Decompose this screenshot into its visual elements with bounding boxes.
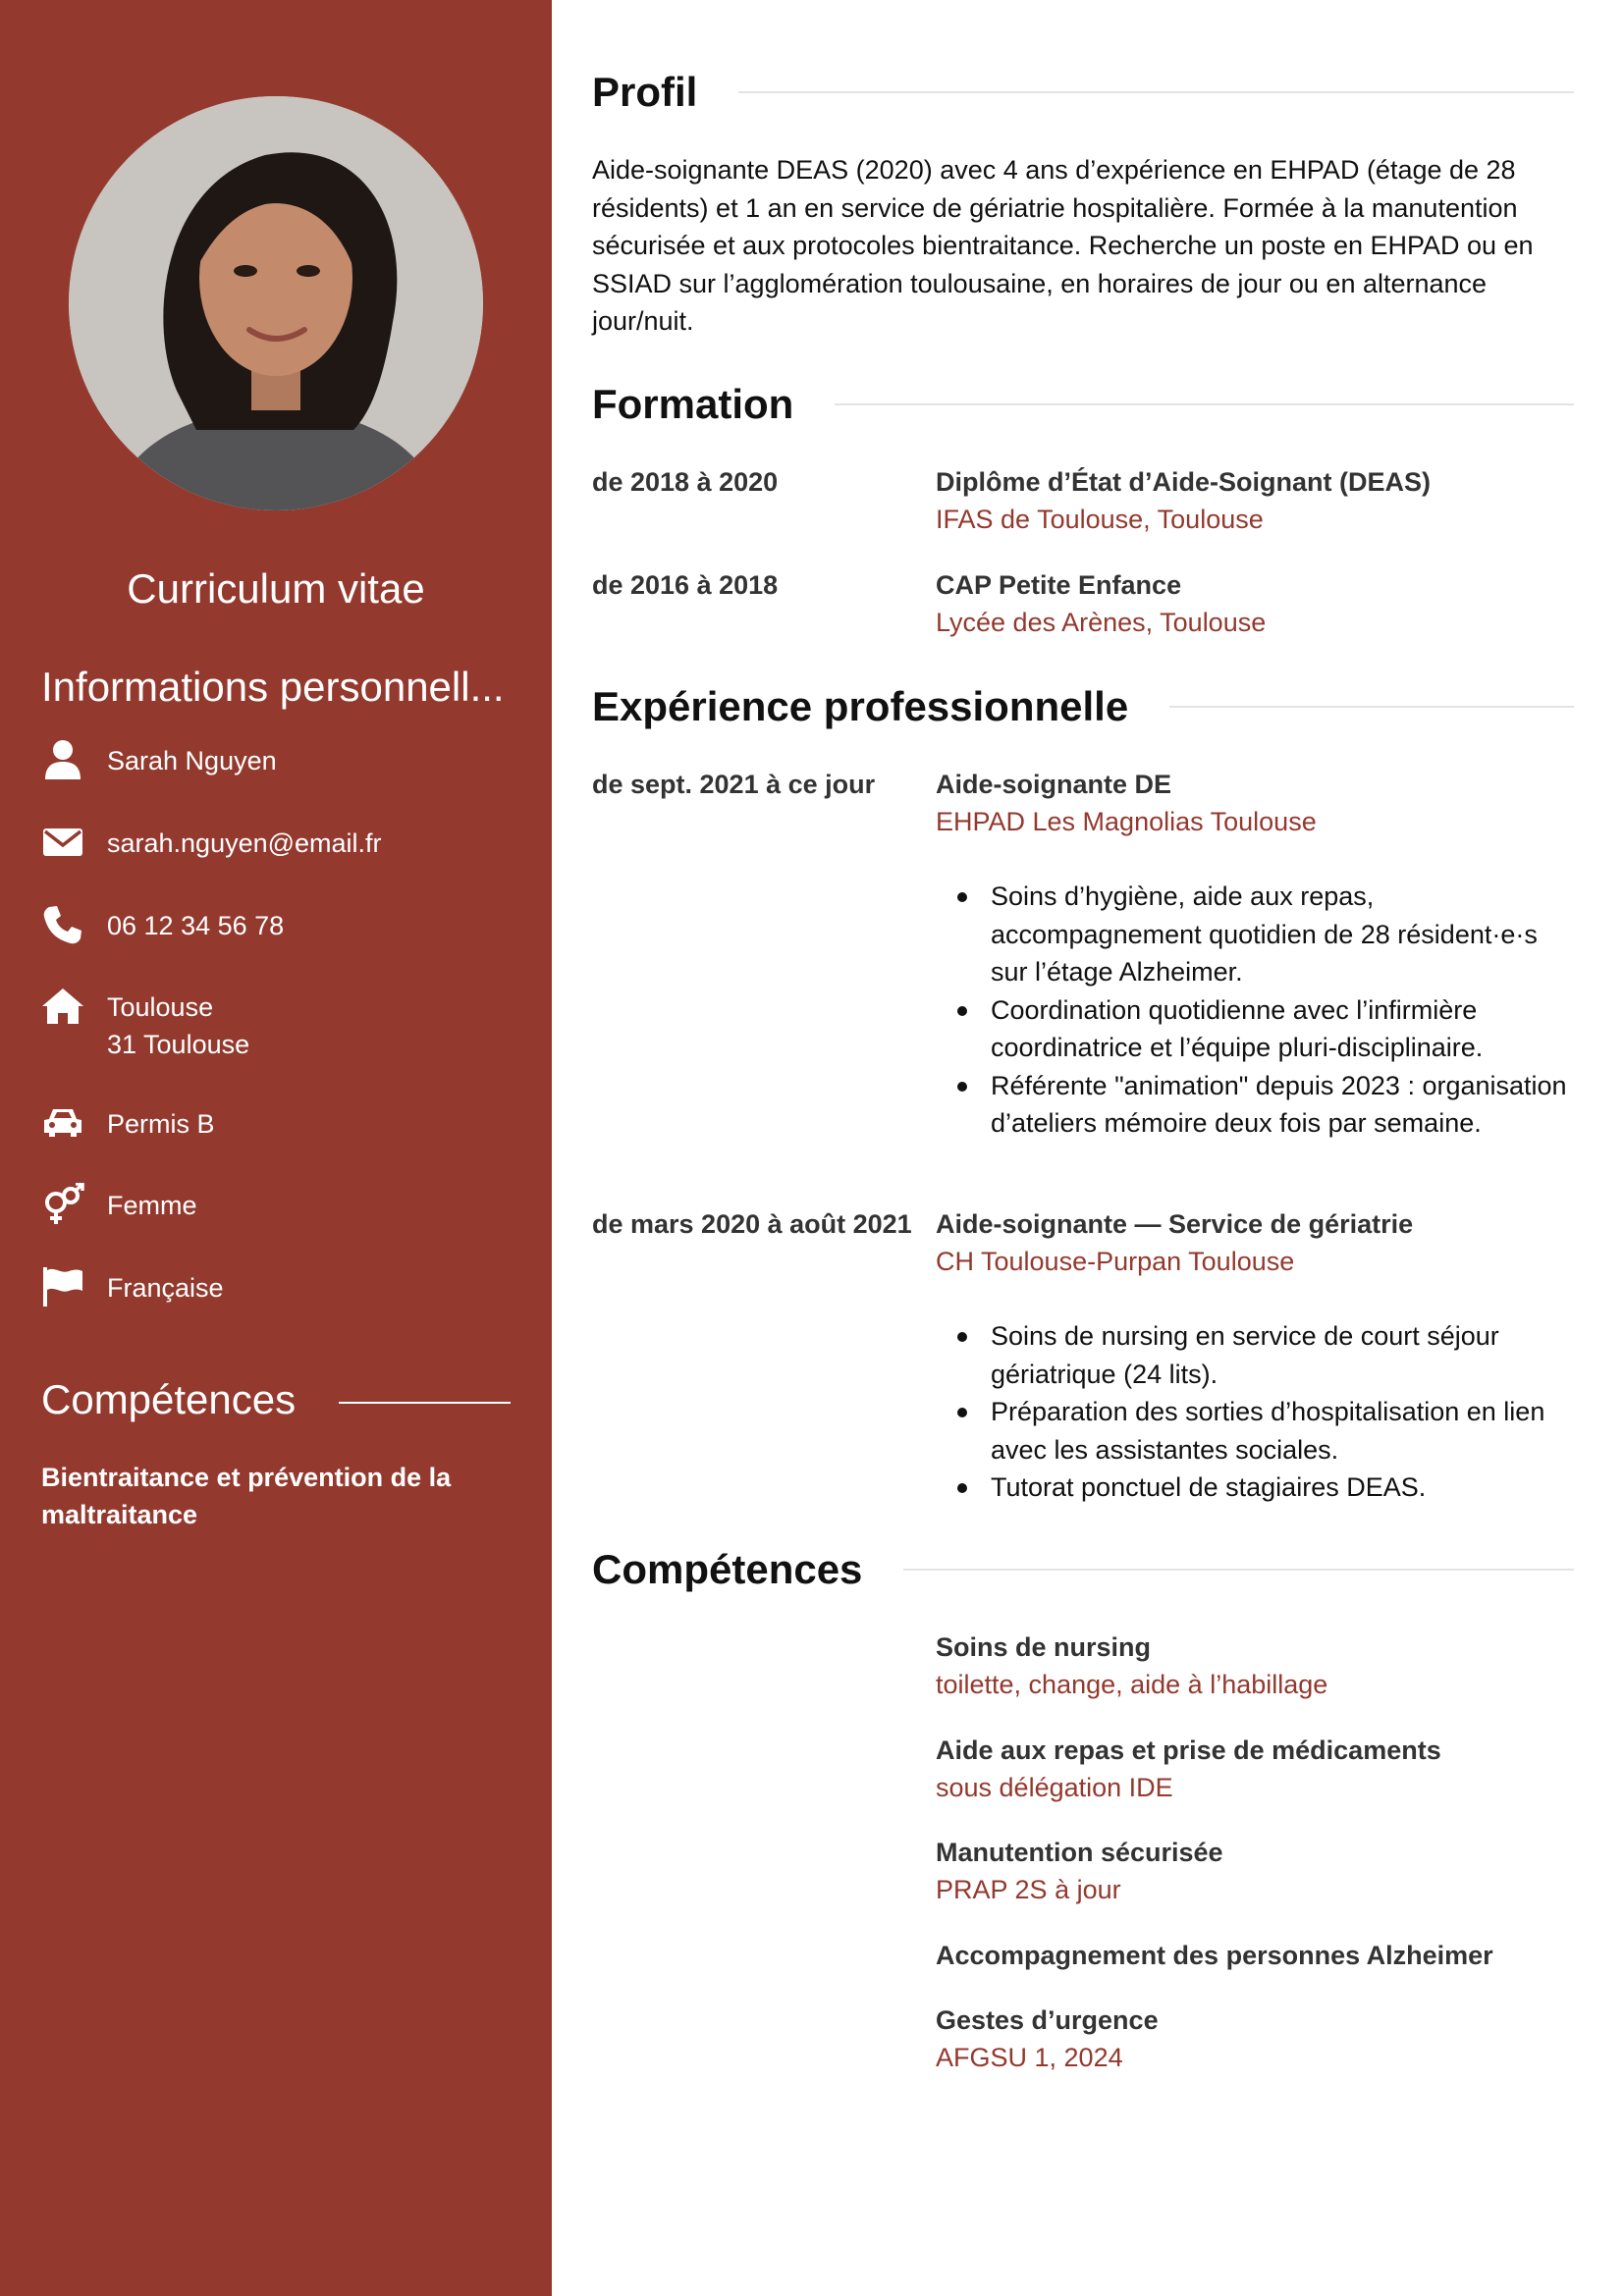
experience-bullet: Référente "animation" depuis 2023 : organisation d’ateliers mémoire deux fois par semaine. xyxy=(936,1067,1574,1143)
experience-bullet: Tutorat ponctuel de stagiaires DEAS. xyxy=(936,1468,1574,1507)
education-place: IFAS de Toulouse, Toulouse xyxy=(936,505,1264,534)
skill-detail: toilette, change, aide à l’habillage xyxy=(936,1670,1328,1699)
skill-title: Soins de nursing xyxy=(936,1632,1152,1662)
contact-phone-text[interactable]: 06 12 34 56 78 xyxy=(107,911,285,940)
profile-heading xyxy=(592,69,1574,116)
skill-detail: sous délégation IDE xyxy=(936,1773,1173,1802)
sidebar xyxy=(0,0,552,2296)
experience-bullets xyxy=(936,878,1574,1143)
contact-name-text: Sarah Nguyen xyxy=(107,746,277,775)
experience-bullet: Préparation des sorties d’hospitalisation en lien avec les assistantes sociales. xyxy=(936,1393,1574,1468)
envelope-icon xyxy=(41,821,84,864)
home-icon xyxy=(41,985,84,1028)
sidebar-skills-heading: Compétences xyxy=(41,1376,297,1422)
experience-bullet: Soins de nursing en service de court séjour gériatrique (24 lits). xyxy=(936,1317,1574,1393)
skill-title: Gestes d’urgence xyxy=(936,2005,1159,2035)
education-title: Diplôme d’État d’Aide-Soignant (DEAS) xyxy=(936,467,1431,497)
flag-icon xyxy=(41,1265,84,1308)
education-divider xyxy=(835,403,1574,405)
gender-icon xyxy=(41,1183,84,1226)
skill-detail: PRAP 2S à jour xyxy=(936,1875,1121,1904)
education-place: Lycée des Arènes, Toulouse xyxy=(936,608,1267,637)
skill-title: Aide aux repas et prise de médicaments xyxy=(936,1735,1441,1765)
sidebar-skills-divider xyxy=(339,1402,511,1404)
experience-title: Aide-soignante DE xyxy=(936,770,1172,799)
personal-info-heading: Informations personnell... xyxy=(41,664,505,710)
experience-bullet: Soins d’hygiène, aide aux repas, accompagnement quotidien de 28 résident·e·s sur l’étage Alzheimer. xyxy=(936,878,1574,991)
profile-heading-label: Profil xyxy=(592,69,698,115)
contact-nationality-text: Française xyxy=(107,1273,224,1303)
experience-heading-label: Expérience professionnelle xyxy=(592,683,1129,729)
profile-divider xyxy=(738,91,1574,93)
education-date: de 2018 à 2020 xyxy=(592,467,779,497)
experience-divider xyxy=(1169,706,1574,708)
main-content xyxy=(592,0,1574,2296)
cv-title: Curriculum vitae xyxy=(127,565,425,612)
education-heading xyxy=(592,381,1574,428)
sidebar-skill-item: Bientraitance et prévention de la maltraitance xyxy=(41,1463,452,1529)
contact-city-text: Toulouse xyxy=(107,992,214,1022)
experience-employer: EHPAD Les Magnolias Toulouse xyxy=(936,807,1317,836)
experience-heading xyxy=(592,683,1574,730)
contact-email-text[interactable]: sarah.nguyen@email.fr xyxy=(107,828,382,858)
profile-text: Aide-soignante DEAS (2020) avec 4 ans d’expérience en EHPAD (étage de 28 résidents) et 1 an en service de gériatrie hospitalière. Formée à la manutention sécurisée et aux protocoles bientraitance. Recherche un poste en EHPAD ou en SSIAD sur l’agglomération toulousaine, en horaires de jour ou en alternance jour/nuit. xyxy=(592,155,1534,336)
profile-photo xyxy=(69,96,483,510)
contact-gender-text: Femme xyxy=(107,1191,197,1220)
car-icon xyxy=(41,1101,84,1145)
skills-heading xyxy=(592,1546,1574,1593)
person-icon xyxy=(41,738,84,781)
experience-title: Aide-soignante — Service de gériatrie xyxy=(936,1209,1414,1239)
skill-title: Accompagnement des personnes Alzheimer xyxy=(936,1941,1493,1970)
skill-title: Manutention sécurisée xyxy=(936,1838,1223,1867)
experience-bullet: Coordination quotidienne avec l’infirmière coordinatrice et l’équipe pluri-disciplinaire. xyxy=(936,991,1574,1067)
skills-divider xyxy=(903,1569,1574,1571)
experience-date: de sept. 2021 à ce jour xyxy=(592,770,876,799)
phone-icon xyxy=(41,903,84,946)
experience-employer: CH Toulouse-Purpan Toulouse xyxy=(936,1247,1295,1276)
contact-postal-text: 31 Toulouse xyxy=(107,1030,250,1059)
experience-date: de mars 2020 à août 2021 xyxy=(592,1209,912,1239)
skills-heading-label: Compétences xyxy=(592,1546,863,1592)
education-title: CAP Petite Enfance xyxy=(936,570,1182,600)
education-heading-label: Formation xyxy=(592,381,794,427)
contact-license-text: Permis B xyxy=(107,1109,215,1139)
experience-bullets xyxy=(936,1317,1574,1507)
skill-detail: AFGSU 1, 2024 xyxy=(936,2043,1123,2072)
education-date: de 2016 à 2018 xyxy=(592,570,779,600)
